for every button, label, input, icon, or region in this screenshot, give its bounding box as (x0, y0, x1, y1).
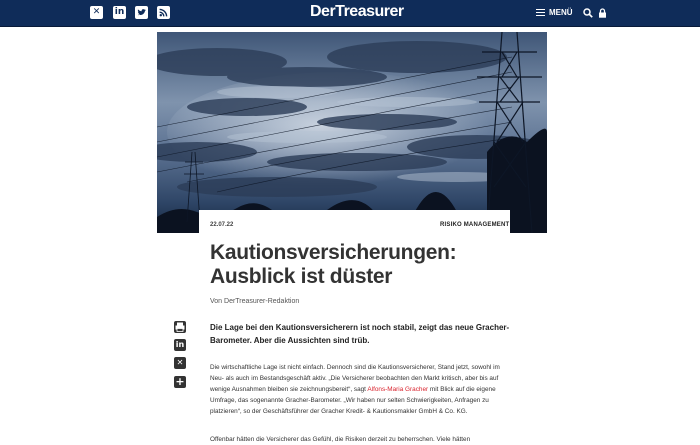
xing-share-icon[interactable]: ✕ (174, 357, 186, 369)
article-title: Kautionsversicherungen: Ausblick ist düster (210, 241, 457, 288)
linkedin-icon[interactable]: in (114, 7, 125, 17)
menu-button[interactable] (536, 8, 573, 17)
plus-share-icon[interactable]: + (175, 375, 185, 388)
site-logo[interactable]: DerTreasurer (310, 3, 404, 20)
lock-icon[interactable] (598, 8, 607, 18)
article-date: 22.07.22 (210, 222, 234, 228)
hamburger-icon (536, 9, 545, 17)
twitter-icon[interactable] (135, 6, 148, 19)
article-category[interactable]: RISIKO MANAGEMENT (440, 222, 510, 228)
person-link[interactable]: Alfons-Maria Gracher (367, 386, 429, 393)
article-lead: Die Lage bei den Kautionsversicherern ist noch stabil, zeigt das neue Gracher-Barometer. Aber die Aussichten sind trüb. (210, 323, 510, 345)
paragraph-text: Die wirtschaftliche Lage ist nicht einfach. Dennoch sind die Kautionsversicherer, Stand jetzt, sowohl im Neu- als auch im Bestandsgeschäft aktiv. „Die Versicherer beobachten den Markt kritisch, aber bis auf wenige Ausnahmen bleiben sie zeichnungsbereit“, sagt (210, 364, 500, 393)
article-paragraph (210, 362, 512, 417)
print-icon[interactable] (174, 321, 186, 333)
paragraph-text: mit Blick auf die eigene Umfrage, das sogenannte Gracher-Barometer. „Wir haben nur selten Schwierigkeiten, Anfragen zu platzieren“, so der Geschäftsführer der Gracher Kredit- & Kautionsmakler GmbH & Co. KG. (210, 386, 496, 415)
linkedin-share-icon[interactable]: in (175, 340, 185, 349)
hero-image (157, 32, 547, 233)
article-author: Von DerTreasurer-Redaktion (210, 298, 300, 305)
top-nav-bar (0, 0, 700, 27)
xing-icon[interactable]: ✕ (90, 6, 103, 19)
rss-icon[interactable] (157, 6, 170, 19)
search-icon[interactable] (583, 8, 593, 18)
article-paragraph: Offenbar hätten die Versicherer das Gefühl, die Risiken derzeit zu beherrschen. Viele hätten (210, 436, 471, 443)
menu-label: MENÜ (549, 8, 573, 17)
